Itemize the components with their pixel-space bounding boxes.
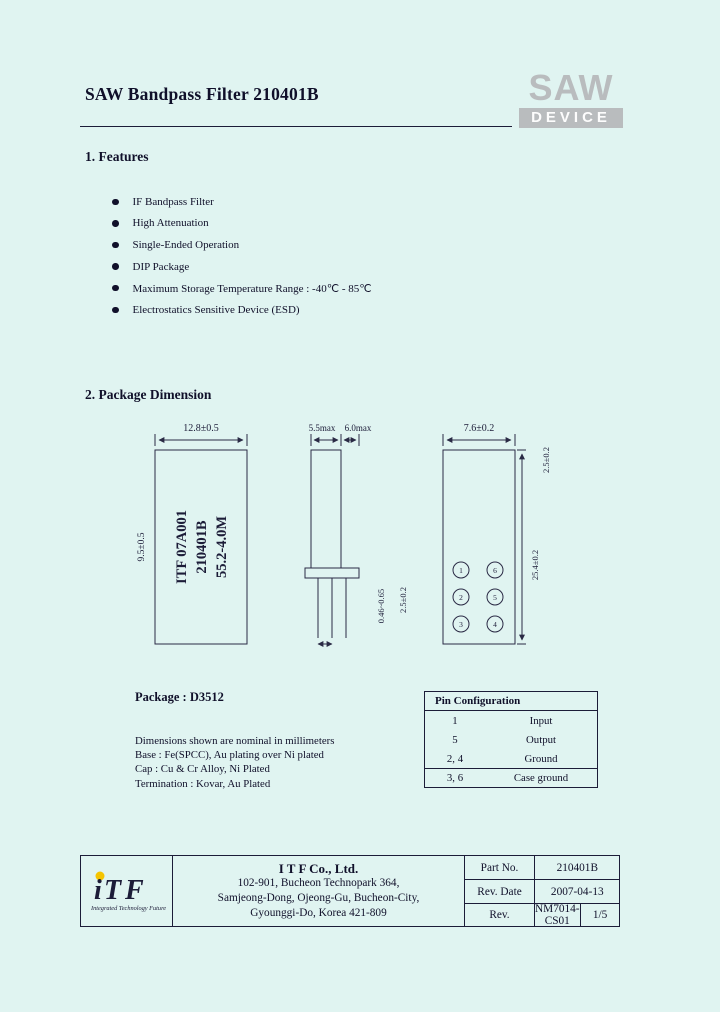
feature-label: High Attenuation (132, 217, 209, 230)
company-address-line: Gyounggi-Do, Korea 421-809 (250, 906, 387, 919)
table-row (425, 768, 597, 787)
side-view-outline (305, 434, 359, 644)
rev-value-cell (535, 904, 620, 926)
list-item (112, 234, 372, 256)
logo-tagline: Integrated Technology Future (90, 905, 166, 912)
dim-top-width: 12.8±0.5 (183, 423, 219, 434)
feature-label: Single-Ended Operation (132, 238, 240, 251)
list-item (112, 191, 372, 213)
page-number: 1/5 (580, 904, 620, 926)
pin-number-label: 2 (459, 593, 463, 602)
dim-cap-height: 5.5max (308, 423, 336, 433)
package-dimension-drawing (128, 420, 568, 664)
list-item (112, 277, 372, 299)
company-name: I T F Co., Ltd. (278, 860, 359, 876)
pin-number-label: 4 (493, 620, 497, 629)
function-cell: Case ground (513, 772, 569, 784)
bullet-icon (112, 307, 119, 314)
itf-logo-icon (87, 868, 167, 914)
pin-configuration-table (424, 691, 598, 788)
bullet-icon (112, 242, 119, 249)
company-address-line: Samjeong-Dong, Ojeong-Gu, Bucheon-City, (217, 892, 420, 904)
table-row (425, 749, 597, 768)
footer-table (80, 855, 620, 927)
part-no-label: Part No. (465, 856, 535, 880)
rev-date-value: 2007-04-13 (535, 880, 620, 904)
logo-char: T (103, 875, 121, 906)
pin-cell: 5 (452, 733, 458, 746)
rev-number: NM7014-CS01 (535, 903, 580, 927)
pin-number-label: 3 (459, 620, 463, 629)
function-cell: Output (526, 733, 556, 746)
list-item (112, 256, 372, 278)
table-row (425, 711, 597, 730)
company-info (173, 856, 465, 926)
rev-label: Rev. (465, 904, 535, 926)
pin-number-label: 5 (493, 593, 497, 602)
function-cell: Input (529, 714, 553, 727)
marking-line-1: ITF 07A001 (174, 510, 190, 584)
feature-label: IF Bandpass Filter (132, 195, 214, 208)
dim-top-height: 9.5±0.5 (137, 532, 147, 562)
note-line: Termination : Kovar, Au Plated (135, 777, 271, 790)
end-view-outline (443, 434, 526, 644)
dim-pin-pitch: 2.5±0.2 (541, 447, 551, 473)
dimension-notes (135, 734, 334, 791)
marking-line-2: 210401B (194, 520, 210, 574)
marking-line-3: 55.2-4.0M (214, 515, 230, 579)
page-title: SAW Bandpass Filter 210401B (85, 84, 319, 104)
part-no-value: 210401B (535, 856, 620, 880)
saw-device-logo (519, 67, 623, 128)
table-row (425, 730, 597, 749)
pin-cell: 2, 4 (446, 752, 464, 765)
rev-date-label: Rev. Date (465, 880, 535, 904)
dim-lead-pitch: 2.5±0.2 (398, 587, 408, 613)
function-cell: Ground (524, 752, 558, 765)
title-divider (80, 126, 512, 127)
pin-cell: 3, 6 (446, 772, 464, 784)
feature-label: Electrostatics Sensitive Device (ESD) (132, 303, 300, 316)
pin-number-label: 6 (493, 566, 497, 575)
dim-end-width: 7.6±0.2 (463, 423, 495, 434)
dim-lead-diameter: 0.46~0.65 (376, 588, 386, 624)
logo-char: F (124, 875, 144, 906)
note-line: Base : Fe(SPCC), Au plating over Ni plated (135, 749, 324, 762)
bullet-icon (112, 263, 119, 270)
bullet-icon (112, 285, 119, 292)
pin-number-label: 1 (459, 566, 463, 575)
pin-configuration-header: Pin Configuration (425, 692, 597, 711)
note-line: Dimensions shown are nominal in millimeters (135, 735, 335, 747)
bullet-icon (112, 199, 119, 206)
saw-logo-text: SAW (528, 67, 614, 108)
package-code-label: Package : D3512 (135, 690, 224, 704)
list-item (112, 213, 372, 235)
feature-label: DIP Package (132, 260, 190, 273)
note-line: Cap : Cu & Cr Alloy, Ni Plated (135, 763, 270, 776)
itf-logo (81, 856, 173, 926)
company-address-line: 102-901, Bucheon Technopark 364, (237, 877, 400, 890)
list-item (112, 299, 372, 321)
feature-label: Maximum Storage Temperature Range : -40℃ - 85℃ (132, 282, 372, 295)
logo-char: i (93, 875, 102, 906)
package-dimension-heading: 2. Package Dimension (85, 387, 212, 402)
features-list (112, 191, 372, 321)
bullet-icon (112, 220, 119, 227)
dim-lead-length: 25.4±0.2 (530, 549, 540, 581)
pin-cell: 1 (452, 714, 458, 727)
dim-total-height: 6.0max (344, 423, 372, 433)
device-logo-text: DEVICE (519, 108, 623, 128)
features-heading: 1. Features (85, 149, 149, 164)
